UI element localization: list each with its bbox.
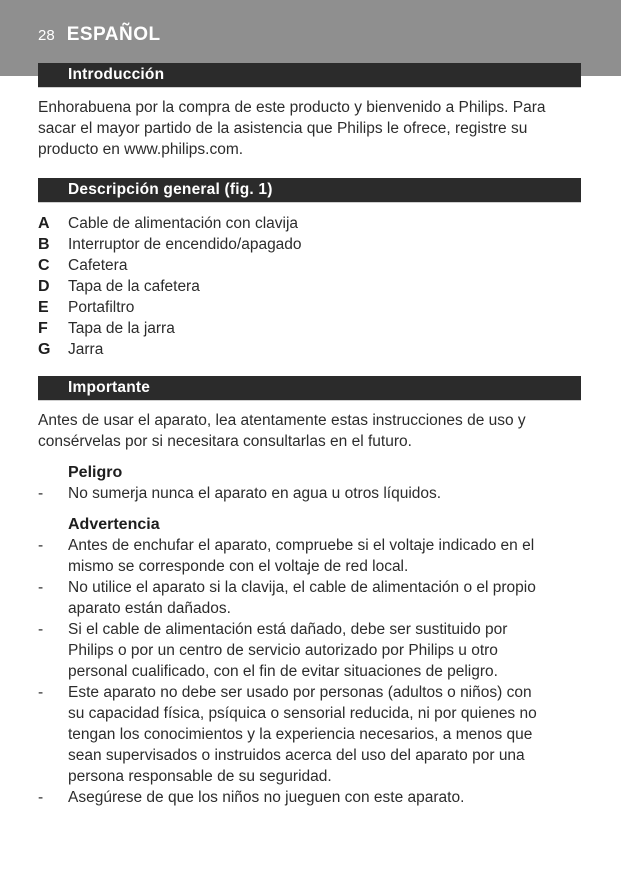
list-line: personal cualificado, con el fin de evitar situaciones de peligro. [68, 663, 498, 680]
dash-marker: - [38, 684, 44, 701]
parts-list [38, 213, 583, 360]
intro-paragraph [38, 97, 583, 160]
part-label: Interruptor de encendido/apagado [68, 236, 302, 253]
list-line: su capacidad física, psíquica o sensorial reducida, ni por quienes no [68, 705, 537, 722]
list-item [38, 619, 583, 682]
dash-marker: - [38, 485, 44, 502]
part-letter: E [38, 299, 49, 316]
list-line: aparato están dañados. [68, 600, 231, 617]
intro-line: Enhorabuena por la compra de este producto y bienvenido a Philips. Para [38, 99, 546, 116]
part-letter: F [38, 320, 48, 337]
part-letter: B [38, 236, 50, 253]
part-label: Portafiltro [68, 299, 135, 316]
list-line: persona responsable de su seguridad. [68, 768, 332, 785]
important-line: Antes de usar el aparato, lea atentamente estas instrucciones de uso y [38, 412, 526, 429]
list-line: Antes de enchufar el aparato, compruebe si el voltaje indicado en el [68, 537, 535, 554]
danger-list [38, 483, 583, 504]
part-label: Cable de alimentación con clavija [68, 215, 299, 232]
dash-marker: - [38, 579, 44, 596]
part-label: Jarra [68, 341, 104, 358]
list-line: Asegúrese de que los niños no jueguen con este aparato. [68, 789, 465, 806]
list-line: No utilice el aparato si la clavija, el cable de alimentación o el propio [68, 579, 536, 596]
part-label: Tapa de la jarra [68, 320, 175, 337]
section-bar-intro [38, 63, 581, 88]
list-line: mismo se corresponde con el voltaje de red local. [68, 558, 409, 575]
section-title-overview: Descripción general (fig. 1) [68, 181, 273, 198]
part-item [38, 318, 583, 339]
list-line: tengan los conocimientos y la experiencia necesarios, a menos que [68, 726, 533, 743]
warning-list [38, 535, 583, 808]
part-letter: A [38, 215, 50, 232]
list-item [38, 787, 583, 808]
language-title: ESPAÑOL [66, 24, 161, 45]
list-item [38, 535, 583, 577]
danger-heading: Peligro [68, 464, 123, 481]
list-line: No sumerja nunca el aparato en agua u otros líquidos. [68, 485, 442, 502]
intro-line: producto en www.philips.com. [38, 141, 244, 158]
list-item [38, 483, 583, 504]
intro-line: sacar el mayor partido de la asistencia que Philips le ofrece, registre su [38, 120, 528, 137]
important-paragraph [38, 410, 583, 452]
section-title-important: Importante [68, 379, 151, 396]
warning-heading: Advertencia [68, 516, 160, 533]
list-line: Philips o por un centro de servicio autorizado por Philips u otro [68, 642, 498, 659]
section-bar-overview [38, 178, 581, 203]
page-number: 28 [38, 27, 55, 44]
section-title-intro: Introducción [68, 66, 165, 83]
part-letter: C [38, 257, 50, 274]
part-item [38, 276, 583, 297]
part-item [38, 297, 583, 318]
important-line: consérvelas por si necesitara consultarlas en el futuro. [38, 433, 412, 450]
list-item [38, 682, 583, 787]
part-item [38, 339, 583, 360]
list-item [38, 577, 583, 619]
page-header [38, 24, 161, 46]
section-bar-important [38, 376, 581, 401]
part-item [38, 234, 583, 255]
dash-marker: - [38, 621, 44, 638]
part-item [38, 255, 583, 276]
part-letter: D [38, 278, 50, 295]
part-label: Cafetera [68, 257, 128, 274]
dash-marker: - [38, 789, 44, 806]
list-line: Si el cable de alimentación está dañado, debe ser sustituido por [68, 621, 508, 638]
part-letter: G [38, 341, 51, 358]
dash-marker: - [38, 537, 44, 554]
list-line: Este aparato no debe ser usado por personas (adultos o niños) con [68, 684, 532, 701]
list-line: sean supervisados o instruidos acerca del uso del aparato por una [68, 747, 525, 764]
part-label: Tapa de la cafetera [68, 278, 200, 295]
part-item [38, 213, 583, 234]
